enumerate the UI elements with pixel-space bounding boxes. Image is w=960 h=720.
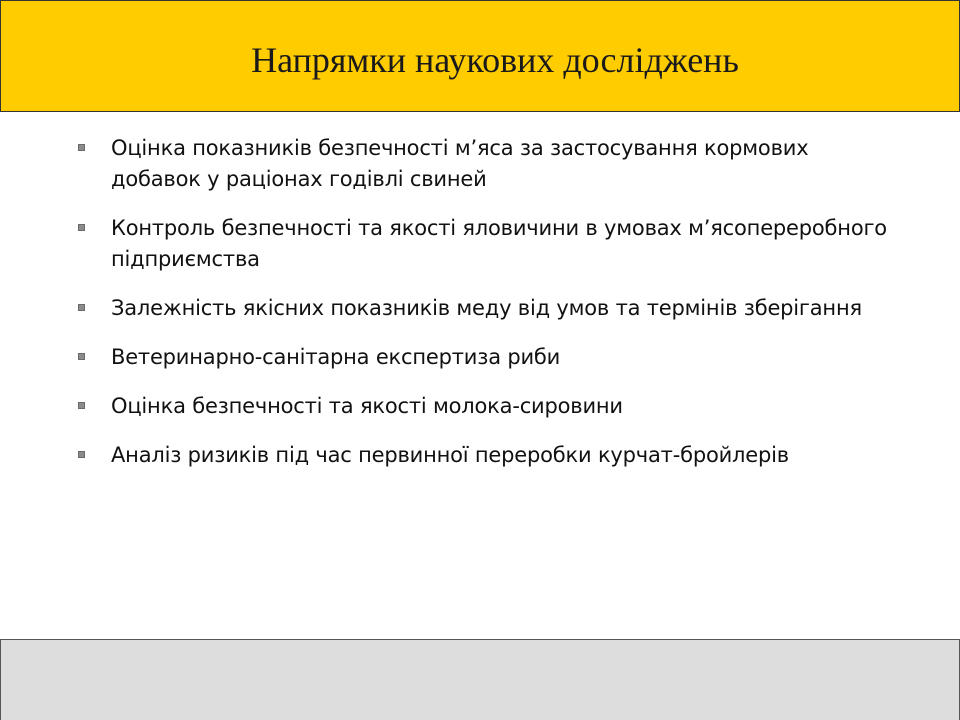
- bullet-text: Оцінка показників безпечності м’яса за застосування кормових добавок у раціонах годівлі свиней: [111, 136, 809, 191]
- bullet-item: [78, 342, 898, 373]
- bullet-text: Оцінка безпечності та якості молока-сировини: [111, 394, 623, 418]
- bullet-item: [78, 133, 898, 195]
- bullet-item: [78, 293, 898, 324]
- bullet-text: Контроль безпечності та якості яловичини в умовах м’ясопереробного підприємства: [111, 216, 887, 271]
- square-bullet-icon: [78, 144, 85, 151]
- square-bullet-icon: [78, 304, 85, 311]
- slide-title: Напрямки наукових досліджень: [251, 40, 739, 80]
- bullet-text: Залежність якісних показників меду від умов та термінів зберігання: [111, 296, 862, 320]
- bullet-text: Аналіз ризиків під час первинної переробки курчат-бройлерів: [111, 443, 789, 467]
- square-bullet-icon: [78, 224, 85, 231]
- square-bullet-icon: [78, 353, 85, 360]
- bullet-item: [78, 440, 898, 471]
- square-bullet-icon: [78, 451, 85, 458]
- square-bullet-icon: [78, 402, 85, 409]
- bullet-item: [78, 391, 898, 422]
- title-bar: [0, 0, 960, 112]
- bullet-text: Ветеринарно-санітарна експертиза риби: [111, 345, 561, 369]
- footer-bar: [0, 639, 960, 720]
- bullet-list: [78, 133, 898, 489]
- bullet-item: [78, 213, 898, 275]
